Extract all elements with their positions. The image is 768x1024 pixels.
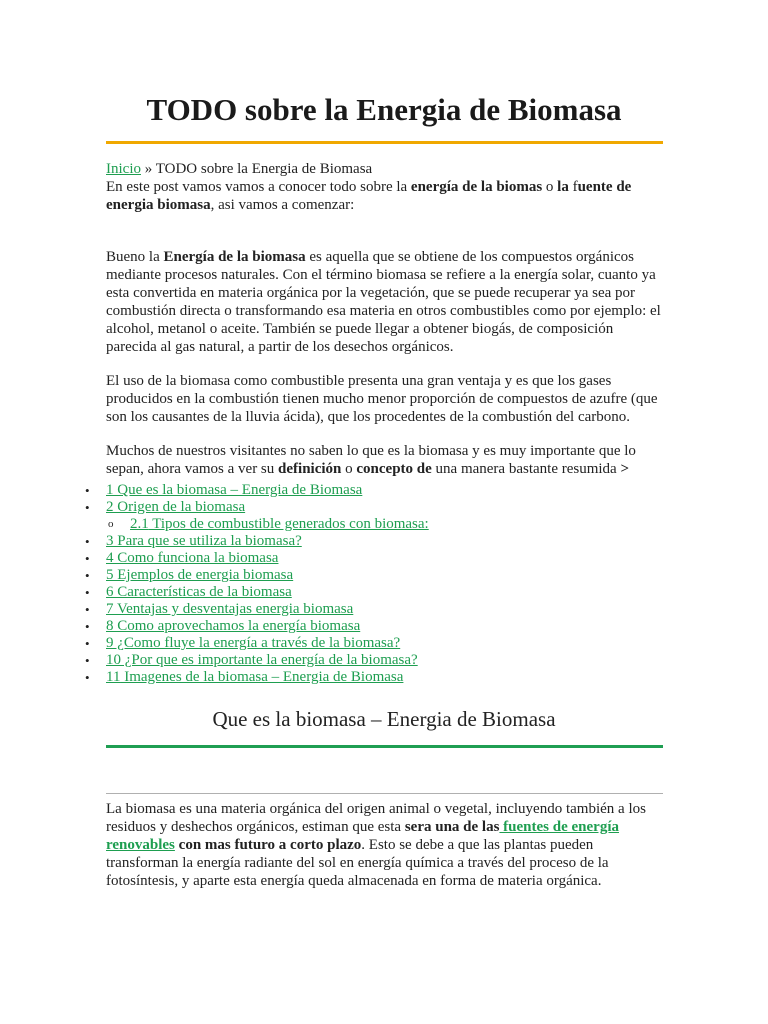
section-bold: sera una de las	[404, 819, 500, 835]
paragraph-text: Bueno la	[106, 249, 164, 265]
article-body	[106, 160, 666, 478]
toc-item	[85, 567, 666, 584]
toc-item	[85, 499, 666, 516]
toc-subitem	[106, 516, 666, 533]
content-separator	[106, 793, 663, 794]
toc-item	[85, 618, 666, 635]
toc-link[interactable]: 6 Características de la biomasa	[106, 584, 292, 600]
toc-link[interactable]: 2 Origen de la biomasa	[106, 499, 246, 515]
section-heading: Que es la biomasa – Energia de Biomasa	[212, 707, 556, 731]
toc-link[interactable]: 10 ¿Por que es importante la energía de la biomasa?	[106, 652, 418, 668]
toc-item	[85, 635, 666, 652]
paragraph-advantage: El uso de la biomasa como combustible presenta una gran ventaja y es que los gases producidos en la combustión tienen mucho menor proporción de compuestos de azufre (que son los causantes de la lluvia ácida), que los procedentes de la combustión del carbono.	[106, 373, 658, 425]
intro-text: En este post vamos vamos a conocer todo sobre la	[106, 179, 411, 195]
section-text: La biomasa es una materia orgánica del origen animal o vegetal, incluyendo también a los residuos y deshechos orgánicos, estiman que esta	[106, 801, 646, 835]
section-text: . Esto se debe a que las plantas pueden transforman la energía radiante del sol en energía química a través del proceso de la fotosíntesis, y aparte esta energía queda almacenada en forma de materia orgánica.	[106, 837, 609, 889]
intro-bold: la	[557, 179, 569, 195]
breadcrumb-separator: »	[141, 161, 156, 177]
toc-item	[85, 482, 666, 499]
paragraph-text: o	[341, 461, 357, 477]
paragraph-bold: concepto de	[356, 461, 432, 477]
paragraph-bold: Energía de la biomasa	[163, 249, 306, 265]
intro-bold: uente de energia biomasa	[106, 179, 632, 213]
toc-link[interactable]: 9 ¿Como fluye la energía a través de la biomasa?	[106, 635, 401, 651]
intro-bold: energía de la biomas	[410, 179, 543, 195]
toc-link[interactable]: 2.1 Tipos de combustible generados con biomasa:	[130, 516, 429, 532]
title-divider	[106, 141, 663, 144]
section-paragraph	[106, 800, 666, 890]
intro-paragraph	[106, 160, 666, 214]
bullet-icon: •	[85, 670, 90, 685]
toc-item	[85, 584, 666, 601]
toc-link[interactable]: 5 Ejemplos de energia biomasa	[106, 567, 294, 583]
table-of-contents	[85, 482, 666, 686]
toc-link[interactable]: 11 Imagenes de la biomasa – Energia de Biomasa	[106, 669, 404, 685]
toc-item	[85, 533, 666, 550]
toc-item	[85, 652, 666, 669]
bullet-icon: •	[85, 500, 90, 515]
page-title: TODO sobre la Energia de Biomasa	[146, 92, 622, 127]
toc-item	[85, 601, 666, 618]
toc-item	[85, 669, 666, 686]
bullet-icon: •	[85, 568, 90, 583]
toc-link[interactable]: 8 Como aprovechamos la energía biomasa	[106, 618, 361, 634]
paragraph-text: es aquella que se obtiene de los compuestos orgánicos mediante procesos naturales. Con el término biomasa se refiere a la energía solar, cuanto ya esta convertida en materia orgánica por la vegetación, que se puede recuperar ya sea por combustión directa o transformando esa materia en otros combustibles como por ejemplo: el alcohol, metanol o aceite. También se puede llegar a obtener biogás, de composición parecida al gas natural, a partir de los desechos orgánicos.	[106, 249, 661, 355]
bullet-icon: •	[85, 551, 90, 566]
renewable-energy-link[interactable]: fuentes de energía renovables	[106, 819, 619, 853]
breadcrumb-current: TODO sobre la Energia de Biomasa	[155, 161, 373, 177]
bullet-icon: •	[85, 653, 90, 668]
bullet-icon: •	[85, 585, 90, 600]
paragraph-bold: definición	[278, 461, 342, 477]
toc-link[interactable]: 4 Como funciona la biomasa	[106, 550, 279, 566]
breadcrumb-home-link[interactable]: Inicio	[106, 161, 141, 177]
intro-text: f	[568, 179, 578, 195]
toc-link[interactable]: 1 Que es la biomasa – Energia de Biomasa	[106, 482, 363, 498]
bullet-icon: •	[85, 602, 90, 617]
toc-item	[85, 550, 666, 567]
paragraph-text: Muchos de nuestros visitantes no saben lo que es la biomasa y es muy importante que lo sepan, ahora vamos a ver su	[106, 443, 636, 477]
section-divider	[106, 745, 663, 748]
bullet-icon: •	[85, 534, 90, 549]
paragraph-definition	[106, 248, 666, 356]
intro-text: , asi vamos a comenzar:	[210, 197, 355, 213]
bullet-icon: •	[85, 483, 90, 498]
intro-text: o	[542, 179, 558, 195]
section-bold: con mas futuro a corto plazo	[174, 837, 362, 853]
paragraph-visitors	[106, 442, 666, 478]
toc-link[interactable]: 7 Ventajas y desventajas energia biomasa	[106, 601, 354, 617]
paragraph-bold: >	[620, 461, 630, 477]
circle-bullet-icon: o	[108, 518, 114, 530]
toc-link[interactable]: 3 Para que se utiliza la biomasa?	[106, 533, 302, 549]
paragraph-text: una manera bastante resumida	[431, 461, 621, 477]
bullet-icon: •	[85, 619, 90, 634]
bullet-icon: •	[85, 636, 90, 651]
breadcrumb	[106, 161, 372, 177]
